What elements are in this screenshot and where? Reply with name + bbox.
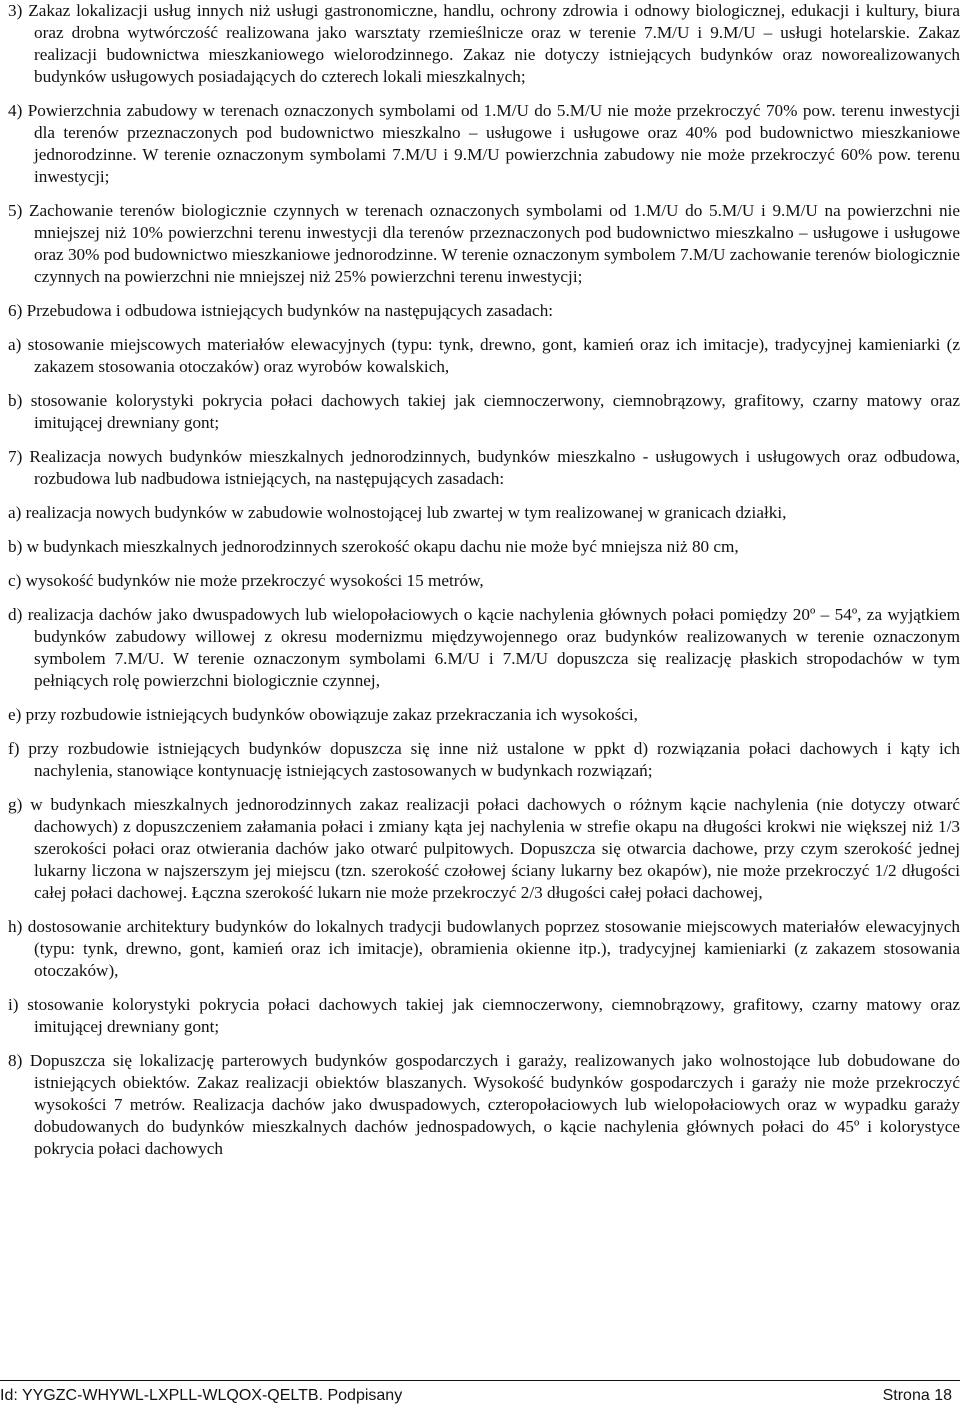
item-text: Przebudowa i odbudowa istniejących budynków na następujących zasadach:: [26, 301, 554, 320]
sub-letter: h): [8, 917, 23, 936]
sub-text: przy rozbudowie istniejących budynków dopuszcza się inne niż ustalone w ppkt d) rozwiązania połaci dachowych i kąty ich nachylenia, stanowiące kontynuację istniejących zastosowanych w budynkach rozwiązań;: [28, 739, 960, 780]
item-text: Powierzchnia zabudowy w terenach oznaczonych symbolami od 1.M/U do 5.M/U nie może przekroczyć 70% pow. terenu inwestycji dla terenów przeznaczonych pod budownictwo mieszkalno – usługowe i usługowe oraz 40% pod budownictwo mieszkaniowe jednorodzinne. W terenie oznaczonym symbolami 7.M/U i 9.M/U powierzchnia zabudowy nie może przekroczyć 60% pow. terenu inwestycji;: [27, 101, 960, 186]
subitem-7f: [8, 738, 960, 782]
sub-letter: e): [8, 705, 22, 724]
item-number: 4): [8, 101, 23, 120]
sub-text: w budynkach mieszkalnych jednorodzinnych zakaz realizacji połaci dachowych o różnym kącie nachylenia (nie dotyczy otwarć dachowych) z dopuszczeniem załamania połaci i zmiany kąta jej nachylenia w strefie okapu na długości krokwi nie większej niż 1/3 szerokości połaci oraz otwierania dachów jako otwarć pulpitowych. Dopuszcza się otwarcia dachowe, przy czym szerokość jednej lukarny liczona w najszerszym jej miejscu (tzn. szerokość czołowej ściany lukarny bez okapów), nie może przekroczyć 1/2 długości całej połaci dachowej. Łączna szerokość lukarn nie może przekroczyć 2/3 długości całej połaci dachowej,: [30, 795, 960, 902]
item-text: Dopuszcza się lokalizację parterowych budynków gospodarczych i garaży, realizowanych jako wolnostojące lub dobudowane do istniejących obiektów. Zakaz realizacji obiektów blaszanych. Wysokość budynków gospodarczych i garaży nie może przekroczyć wysokości 7 metrów. Realizacja dachów jako dwuspadowych, czteropołaciowych lub wielopołaciowych oraz w wypadku garaży dobudowanych do budynków mieszkalnych dachów jednospadowych, o kącie nachylenia głównych połaci do 45º i kolorystyce pokrycia połaci dachowych: [29, 1051, 960, 1158]
sub-letter: f): [8, 739, 20, 758]
document-id: Id: YYGZC-WHYWL-LXPLL-WLQOX-QELTB. Podpisany: [0, 1387, 403, 1404]
sub-text: przy rozbudowie istniejących budynków obowiązuje zakaz przekraczania ich wysokości,: [25, 705, 638, 724]
item-text: Realizacja nowych budynków mieszkalnych jednorodzinnych, budynków mieszkalno - usługowych i usługowych oraz odbudowa, rozbudowa lub nadbudowa istniejących, na następujących zasadach:: [29, 447, 960, 488]
page-footer: [0, 1380, 960, 1406]
item-number: 7): [8, 447, 23, 466]
item-text: Zakaz lokalizacji usług innych niż usługi gastronomiczne, handlu, ochrony zdrowia i odnowy biologicznej, edukacji i kultury, biura oraz drobna wytwórczość realizowana jako warsztaty rzemieślnicze oraz w terenie 7.M/U i 9.M/U – usługi hotelarskie. Zakaz realizacji budownictwa mieszkaniowego wielorodzinnego. Zakaz nie dotyczy istniejących budynków oraz noworealizowanych budynków usługowych posiadających do czterech lokali mieszkalnych;: [28, 1, 960, 86]
paragraph-7: [8, 446, 960, 490]
sub-text: wysokość budynków nie może przekroczyć wysokości 15 metrów,: [25, 571, 484, 590]
paragraph-4: [8, 100, 960, 188]
page-number: Strona 18: [882, 1387, 952, 1404]
sub-text: stosowanie miejscowych materiałów elewacyjnych (typu: tynk, drewno, gont, kamień oraz ich imitacje), tradycyjnej kamieniarki (z zakazem stosowania otoczaków) oraz wyrobów kowalskich,: [27, 335, 960, 376]
subitem-7b: [8, 536, 960, 558]
sub-text: stosowanie kolorystyki pokrycia połaci dachowych takiej jak ciemnoczerwony, ciemnobrązowy, grafitowy, czarny matowy oraz imitującej drewniany gont;: [27, 995, 960, 1036]
subitem-6b: [8, 390, 960, 434]
sub-letter: c): [8, 571, 22, 590]
subitem-7i: [8, 994, 960, 1038]
subitem-6a: [8, 334, 960, 378]
paragraph-5: [8, 200, 960, 288]
item-number: 6): [8, 301, 23, 320]
document-page: [8, 0, 960, 1160]
item-text: Zachowanie terenów biologicznie czynnych w terenach oznaczonych symbolami od 1.M/U do 5.M/U i 9.M/U na powierzchni nie mniejszej niż 10% powierzchni terenu inwestycji dla terenów przeznaczonych pod budownictwo mieszkalno – usługowe i usługowe oraz 30% pod budownictwo mieszkaniowe jednorodzinne. W terenie oznaczonym symbolem 7.M/U zachowanie terenów biologicznie czynnych na powierzchni nie mniejszej niż 25% powierzchni terenu inwestycji;: [29, 201, 960, 286]
paragraph-8: [8, 1050, 960, 1160]
paragraph-3: [8, 0, 960, 88]
sub-text: stosowanie kolorystyki pokrycia połaci dachowych takiej jak ciemnoczerwony, ciemnobrązowy, grafitowy, czarny matowy oraz imitującej drewniany gont;: [30, 391, 960, 432]
sub-text: realizacja nowych budynków w zabudowie wolnostojącej lub zwartej w tym realizowanej w granicach działki,: [25, 503, 787, 522]
sub-letter: d): [8, 605, 23, 624]
subitem-7g: [8, 794, 960, 904]
sub-letter: a): [8, 335, 22, 354]
sub-letter: b): [8, 537, 23, 556]
sub-text: realizacja dachów jako dwuspadowych lub wielopołaciowych o kącie nachylenia głównych połaci pomiędzy 20º – 54º, za wyjątkiem budynków zabudowy willowej z okresu modernizmu międzywojennego oraz budynków realizowanych w terenie oznaczonym symbolem 7.M/U. W terenie oznaczonym symbolami 6.M/U i 7.M/U dopuszcza się realizację płaskich stropodachów w tym pełniących rolę powierzchni biologicznie czynnej,: [27, 605, 960, 690]
item-number: 3): [8, 1, 23, 20]
subitem-7c: [8, 570, 960, 592]
sub-text: w budynkach mieszkalnych jednorodzinnych szerokość okapu dachu nie może być mniejsza niż 80 cm,: [26, 537, 739, 556]
item-number: 5): [8, 201, 23, 220]
sub-letter: i): [8, 995, 19, 1014]
subitem-7h: [8, 916, 960, 982]
sub-letter: g): [8, 795, 23, 814]
sub-letter: b): [8, 391, 23, 410]
item-number: 8): [8, 1051, 23, 1070]
subitem-7d: [8, 604, 960, 692]
subitem-7a: [8, 502, 960, 524]
subitem-7e: [8, 704, 960, 726]
sub-text: dostosowanie architektury budynków do lokalnych tradycji budowlanych poprzez stosowanie miejscowych materiałów elewacyjnych (typu: tynk, drewno, gont, kamień oraz ich imitacje), obramienia okienne itp.), tradycyjnej kamieniarki (z zakazem stosowania otoczaków),: [27, 917, 960, 980]
sub-letter: a): [8, 503, 22, 522]
paragraph-6: [8, 300, 960, 322]
